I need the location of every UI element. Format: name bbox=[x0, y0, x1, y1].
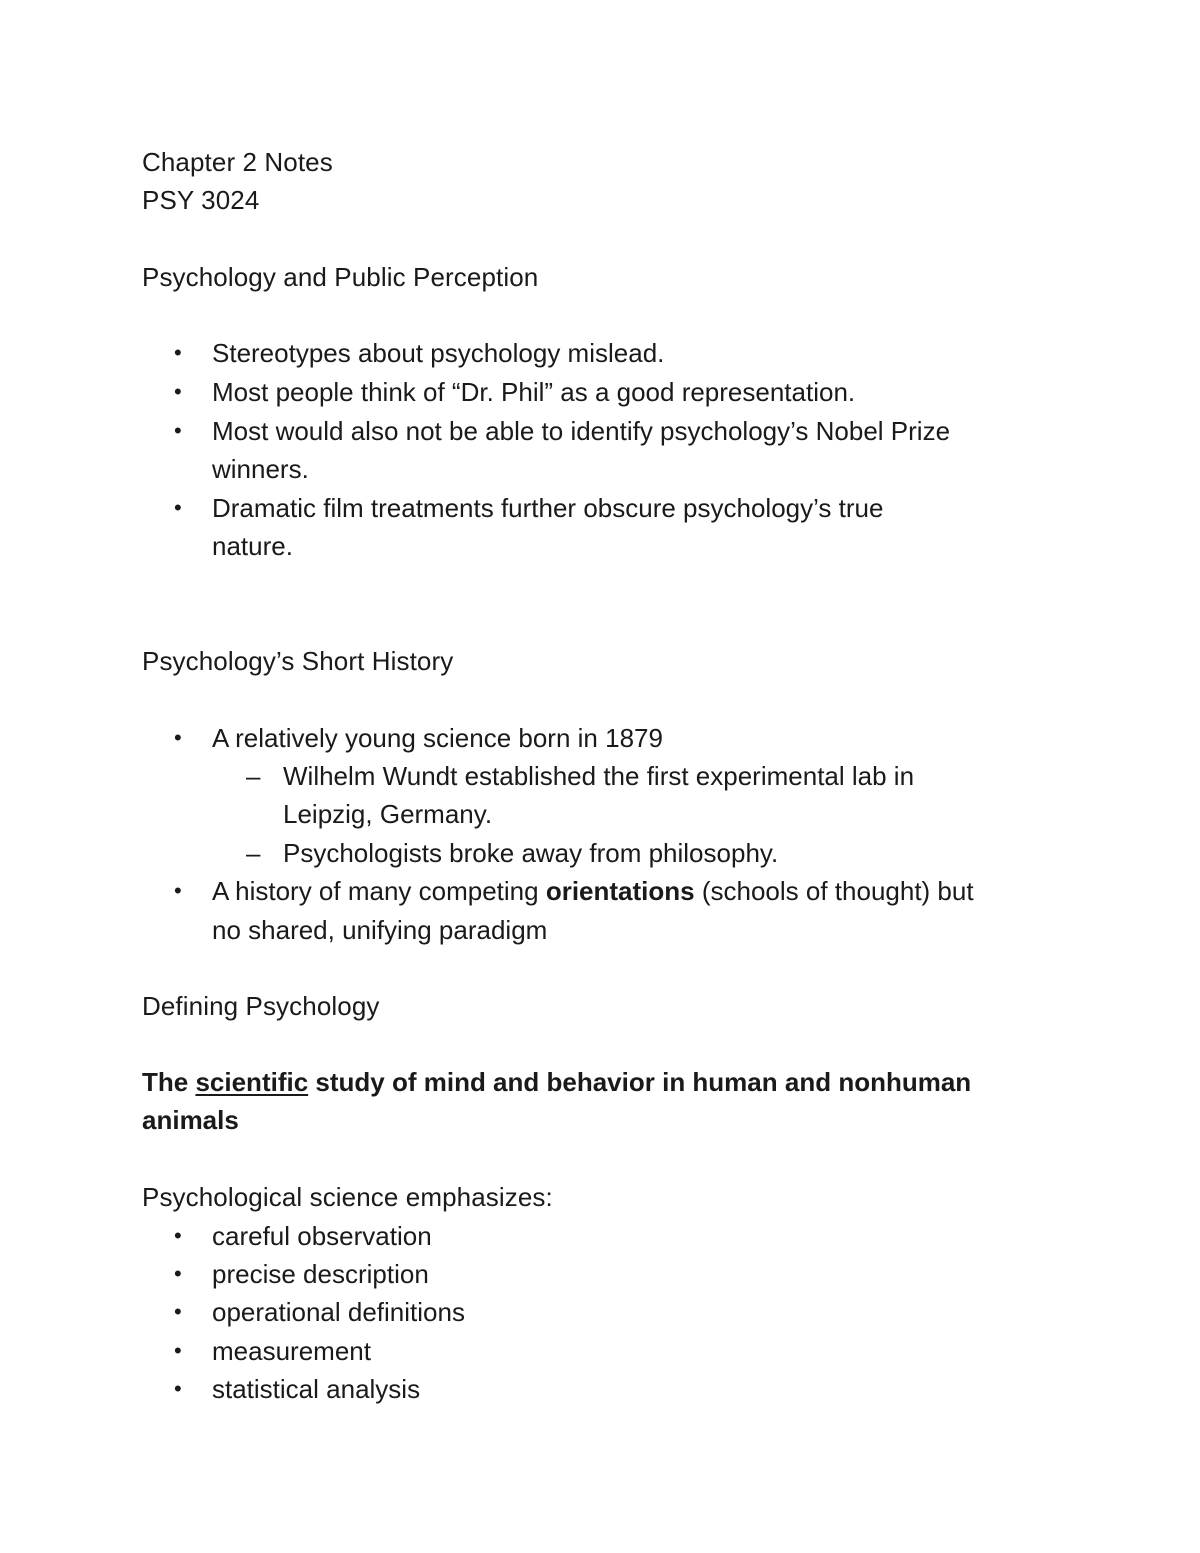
bullet-marker: • bbox=[174, 1376, 182, 1401]
bullet-marker: • bbox=[174, 1299, 182, 1324]
list-item: careful observation bbox=[212, 1221, 432, 1251]
document-title: Chapter 2 Notes bbox=[142, 147, 333, 177]
list-item: Dramatic film treatments further obscure psychology’s true bbox=[212, 493, 884, 523]
bullet-marker: • bbox=[174, 1223, 182, 1248]
definition-statement-continuation: animals bbox=[142, 1105, 239, 1135]
underlined-term-scientific: scientific bbox=[195, 1067, 309, 1097]
text-run: (schools of thought) but bbox=[694, 876, 974, 906]
sub-list-item: Psychologists broke away from philosophy. bbox=[283, 838, 779, 868]
list-item: operational definitions bbox=[212, 1297, 465, 1327]
section-heading-short-history: Psychology’s Short History bbox=[142, 646, 454, 676]
list-item-continuation: nature. bbox=[212, 531, 293, 561]
bullet-marker: • bbox=[174, 418, 182, 443]
list-item: statistical analysis bbox=[212, 1374, 421, 1404]
emphasis-intro: Psychological science emphasizes: bbox=[142, 1182, 553, 1212]
list-item: Most would also not be able to identify psychology’s Nobel Prize bbox=[212, 416, 951, 446]
dash-marker: – bbox=[246, 838, 261, 868]
section-heading-public-perception: Psychology and Public Perception bbox=[142, 262, 539, 292]
list-item: A relatively young science born in 1879 bbox=[212, 723, 663, 753]
definition-statement bbox=[142, 1066, 971, 1098]
text-run: The bbox=[142, 1067, 196, 1097]
dash-marker: – bbox=[246, 761, 261, 791]
list-item bbox=[212, 875, 974, 907]
section-heading-defining-psychology: Defining Psychology bbox=[142, 991, 380, 1021]
bullet-marker: • bbox=[174, 495, 182, 520]
bullet-marker: • bbox=[174, 1261, 182, 1286]
list-item: measurement bbox=[212, 1336, 371, 1366]
text-run: A history of many competing bbox=[212, 876, 546, 906]
list-item: precise description bbox=[212, 1259, 429, 1289]
bullet-marker: • bbox=[174, 725, 182, 750]
bold-term-orientations: orientations bbox=[545, 876, 695, 906]
list-item: Stereotypes about psychology mislead. bbox=[212, 338, 665, 368]
sub-list-item: Wilhelm Wundt established the first experimental lab in bbox=[283, 761, 915, 791]
bullet-marker: • bbox=[174, 878, 182, 903]
text-run: study of mind and behavior in human and nonhuman bbox=[308, 1067, 972, 1097]
bullet-marker: • bbox=[174, 1338, 182, 1363]
bullet-marker: • bbox=[174, 340, 182, 365]
list-item-continuation: no shared, unifying paradigm bbox=[212, 915, 548, 945]
bullet-marker: • bbox=[174, 379, 182, 404]
sub-list-item-continuation: Leipzig, Germany. bbox=[283, 799, 493, 829]
list-item-continuation: winners. bbox=[212, 454, 309, 484]
list-item: Most people think of “Dr. Phil” as a good representation. bbox=[212, 377, 856, 407]
course-code: PSY 3024 bbox=[142, 185, 260, 215]
